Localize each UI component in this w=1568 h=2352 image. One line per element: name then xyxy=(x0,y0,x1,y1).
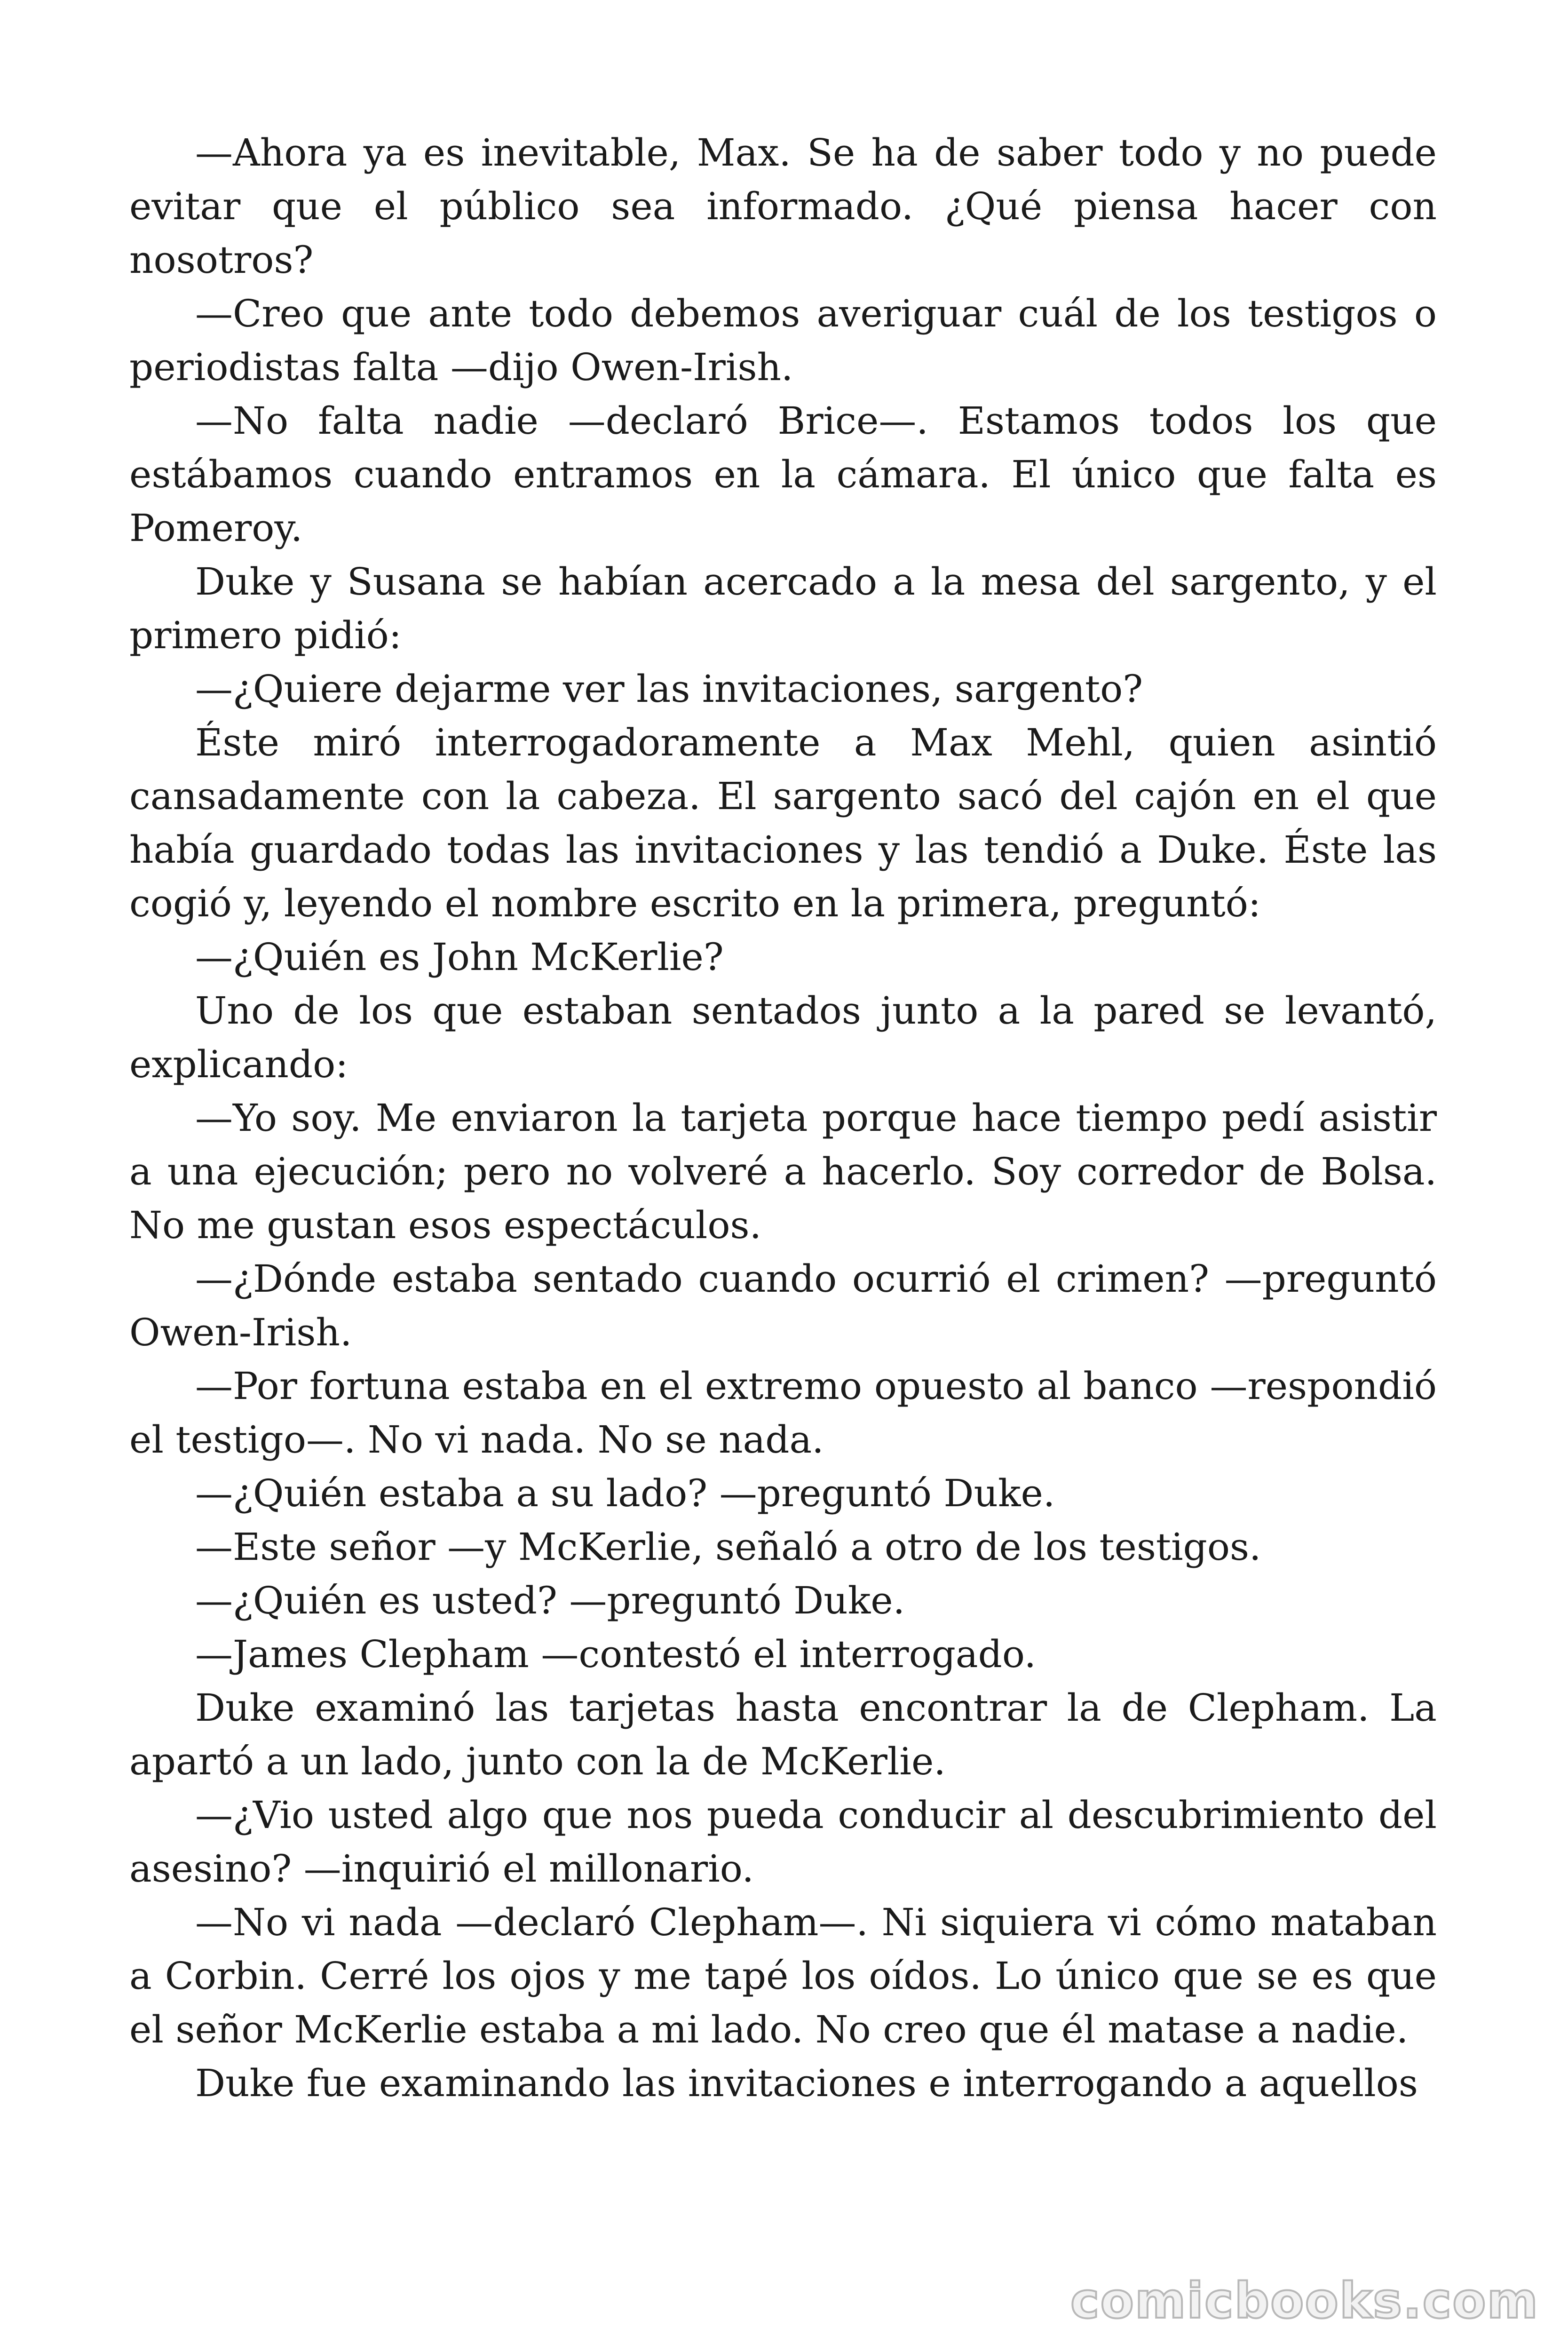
page-body-text xyxy=(129,126,1437,2110)
paragraph: —James Clepham —contestó el interrogado. xyxy=(195,1632,1037,1676)
paragraph: Duke fue examinando las invitaciones e interrogando a aquellos xyxy=(195,2061,1418,2105)
paragraph: —¿Quiere dejarme ver las invitaciones, sargento? xyxy=(195,667,1143,711)
site-watermark: comicbooks.com xyxy=(1070,2272,1539,2329)
paragraph: Duke y Susana se habían acercado a la mesa del sargento, y el primero pidió: xyxy=(129,560,1437,657)
paragraph: Uno de los que estaban sentados junto a la pared se levantó, explicando: xyxy=(129,989,1437,1086)
paragraph: —¿Dónde estaba sentado cuando ocurrió el crimen? —preguntó Owen-Irish. xyxy=(129,1257,1437,1354)
paragraph: —Creo que ante todo debemos averiguar cuál de los testigos o periodistas falta —dijo Owen-Irish. xyxy=(129,292,1437,389)
paragraph: —No vi nada —declaró Clepham—. Ni siquiera vi cómo mataban a Corbin. Cerré los ojos y me tapé los oídos. Lo único que se es que el señor McKerlie estaba a mi lado. No creo que él matase a nadie. xyxy=(129,1900,1437,2051)
paragraph: —Por fortuna estaba en el extremo opuesto al banco —respondió el testigo—. No vi nada. No se nada. xyxy=(129,1364,1437,1462)
paragraph: —¿Quién es usted? —preguntó Duke. xyxy=(195,1579,905,1622)
paragraph: —Ahora ya es inevitable, Max. Se ha de saber todo y no puede evitar que el público sea informado. ¿Qué piensa hacer con nosotros? xyxy=(129,131,1437,282)
paragraph: —Este señor —y McKerlie, señaló a otro de los testigos. xyxy=(195,1525,1261,1569)
paragraph: —No falta nadie —declaró Brice—. Estamos todos los que estábamos cuando entramos en la cámara. El único que falta es Pomeroy. xyxy=(129,399,1437,550)
paragraph: —Yo soy. Me enviaron la tarjeta porque hace tiempo pedí asistir a una ejecución; pero no volveré a hacerlo. Soy corredor de Bolsa. No me gustan esos espectáculos. xyxy=(129,1096,1437,1247)
paragraph: —¿Quién estaba a su lado? —preguntó Duke. xyxy=(195,1471,1055,1515)
paragraph: Éste miró interrogadoramente a Max Mehl, quien asintió cansadamente con la cabeza. El sargento sacó del cajón en el que había guardado todas las invitaciones y las tendió a Duke. Éste las cogió y, leyendo el nombre escrito en la primera, preguntó: xyxy=(129,721,1437,925)
paragraph: —¿Quién es John McKerlie? xyxy=(195,935,724,979)
paragraph: Duke examinó las tarjetas hasta encontrar la de Clepham. La apartó a un lado, junto con la de McKerlie. xyxy=(129,1686,1437,1783)
paragraph: —¿Vio usted algo que nos pueda conducir al descubrimiento del asesino? —inquirió el millonario. xyxy=(129,1793,1437,1891)
